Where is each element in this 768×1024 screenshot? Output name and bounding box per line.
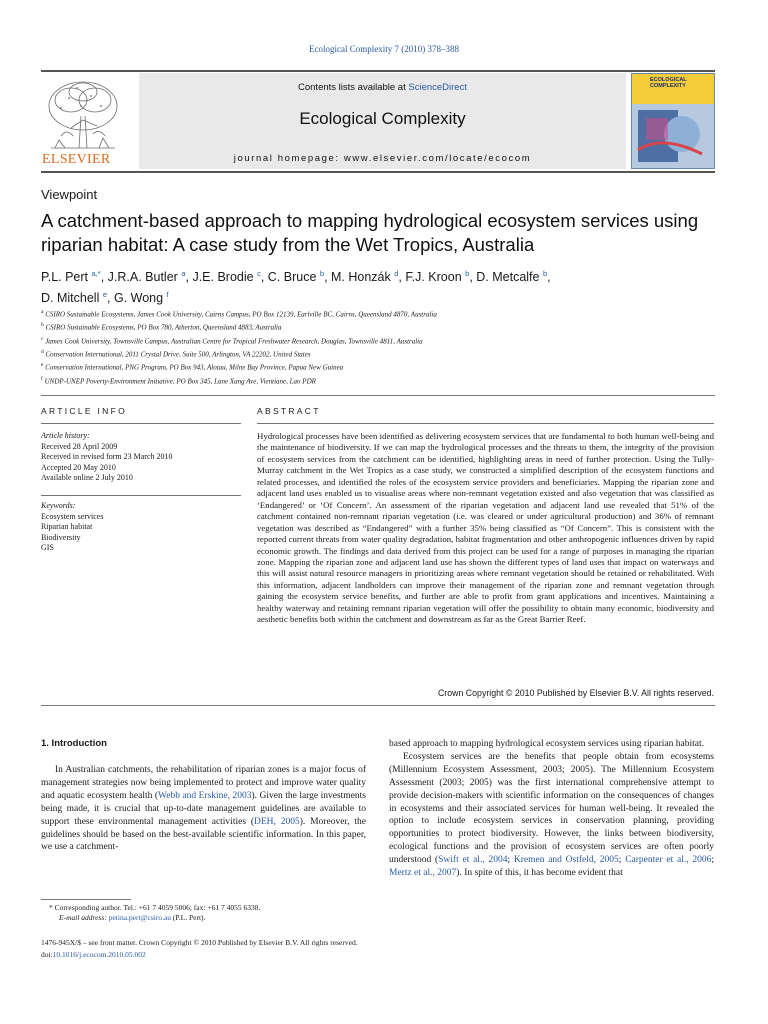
author-name[interactable]: F.J. Kroon xyxy=(405,270,462,285)
abstract-text: Hydrological processes have been identified as delivering ecosystem services that are fundamental to both human well-being and the maintenance of biodiversity. If we can map the hydrological processes and the threats to them, the integrity of the provision of ecosystem services from the catchment can be identified, highlighting areas in need of further protection. Using the Tully-Murray catchment in the Wet Tropics as a case study, we constructed a simplified description of the ecosystem functions and related processes, and identified the roles of the ecosystem service providers and beneficiaries. Mapping the riparian zone and adjacent land uses enabled us to visualise areas where non-remnant vegetation existed and also vegetation that was classified as ‘Endangered’ or ‘Of Concern’. An assessment of the riparian vegetation and adjacent land use revealed that 51% of the catchment contained non-remnant riparian vegetation (i.e. was cleared or under agricultural production) and 36% of remnant vegetation was described as “Endangered” with a further 35% being classified as “Of Concern”. This is consistent with the reported current threats from water quality degradation, habitat fragmentation and other anthropogenic influences driven by rapid economic growth. The findings and data derived from this project can be used for a range of purposes in managing the riparian zone. Mapping the riparian zone and adjacent land use has shown the different types of land uses that impact on waterways and this will assist natural resource managers in prioritizing areas where remnant vegetation should be retained or rehabilitated. With this information, adjacent landholders can improve their management of the riparian zone and remnant vegetation through gaining the ecosystem service benefits, and further are able to profit from grant applications and incentives. Maintaining a healthy waterway and retaining remnant riparian vegetation will offer the possibility to obtain many economic, biodiversity and aesthetic benefits both within the catchment and downstream as far as the Great Barrier Reef. xyxy=(257,431,714,625)
affiliation-item: $^d$ Conservation International, 2011 Crystal Drive, Suite 500, Arlington, VA 22202, United States xyxy=(41,348,311,359)
reference-link[interactable]: Kremen and Ostfeld, 2005 xyxy=(513,855,619,866)
affiliation-item: $^f$ UNDP-UNEP Poverty-Environment Initiative, PO Box 345, Lane Xang Ave, Vientiane, Lao PDR xyxy=(41,375,316,385)
author-email-link[interactable]: petina.pert@csiro.au xyxy=(108,913,172,922)
keyword: Biodiversity xyxy=(41,532,81,542)
affiliation-item: $^b$ CSIRO Sustainable Ecosystems, PO Box 780, Atherton, Queensland 4883, Australia xyxy=(41,322,282,332)
reference-link[interactable]: Swift et al., 2004 xyxy=(438,855,508,866)
contents-availability xyxy=(139,82,626,93)
keyword: Riparian habitat xyxy=(41,522,93,531)
journal-citation[interactable]: Ecological Complexity 7 (2010) 378–388 xyxy=(309,44,459,54)
affiliation-item: $^c$ James Cook University, Townsville Campus, Australian Centre for Tropical Freshwater Research, Douglas, Townsville 4811, Australia xyxy=(41,335,423,345)
author-name[interactable]: P.L. Pert xyxy=(41,270,89,285)
author-name[interactable]: D. Metcalfe xyxy=(476,270,540,285)
author-affiliation-mark[interactable]: a xyxy=(181,269,186,278)
corresponding-author-footnote: * Corresponding author. Tel.: +61 7 4059 5006; fax: +61 7 4055 6338. E-mail address: petina.pert@csiro.au (P.L. Pert). xyxy=(49,903,261,922)
affiliation-item: $^a$ CSIRO Sustainable Ecosystems, James Cook University, Cairns Campus, PO Box 12139, Earlville BC, Cairns, Queensland 4870, Australia xyxy=(41,309,437,319)
article-title: A catchment-based approach to mapping hydrological ecosystem services using riparian habitat: A case study from the Wet Tropics, Australia xyxy=(41,210,699,255)
issn-line: 1476-945X/$ – see front matter. Crown Copyright © 2010 Published by Elsevier B.V. All rights reserved. xyxy=(41,938,358,947)
reference-link[interactable]: Webb and Erskine, 2003 xyxy=(158,790,252,801)
author-affiliation-mark[interactable]: d xyxy=(394,269,399,278)
keyword: GIS xyxy=(41,543,54,552)
affiliation-item: $^e$ Conservation International, PNG Program, PO Box 943, Alotau, Milne Bay Province, Papua New Guinea xyxy=(41,362,344,372)
masthead-bottom-rule xyxy=(41,171,715,173)
reference-link[interactable]: DEH, 2005 xyxy=(254,816,300,827)
reference-link[interactable]: Carpenter et al., 2006 xyxy=(625,855,712,866)
article-info-rule xyxy=(41,423,241,424)
abstract-heading: ABSTRACT xyxy=(257,406,321,416)
abstract-copyright: Crown Copyright © 2010 Published by Elsevier B.V. All rights reserved. xyxy=(437,688,714,698)
author-affiliation-mark[interactable]: c xyxy=(257,269,261,278)
sciencedirect-link[interactable]: ScienceDirect xyxy=(408,82,467,93)
history-accepted: Accepted 20 May 2010 xyxy=(41,462,116,472)
elsevier-wordmark: ELSEVIER xyxy=(42,152,111,167)
contents-prefix: Contents lists available at xyxy=(298,82,409,93)
cover-artwork xyxy=(632,104,715,169)
keywords-divider xyxy=(41,495,241,496)
article-type: Viewpoint xyxy=(41,187,98,202)
journal-name: Ecological Complexity xyxy=(299,109,466,128)
author-name[interactable]: J.E. Brodie xyxy=(192,270,254,285)
author-name[interactable]: C. Bruce xyxy=(267,270,317,285)
article-info-heading: ARTICLE INFO xyxy=(41,406,128,416)
intro-paragraph-continued: based approach to mapping hydrological ecosystem services using riparian habitat. xyxy=(389,739,704,749)
author-affiliation-mark[interactable]: b xyxy=(542,269,548,278)
author-name[interactable]: G. Wong xyxy=(113,291,164,306)
masthead-center-panel xyxy=(139,73,626,169)
author-name[interactable]: M. Honzák xyxy=(331,270,391,285)
body-column-right xyxy=(389,738,714,880)
author-list: P.L. Pert $^{a,*}$, J.R.A. Butler $^a$, J.E. Brodie $^c$, C. Bruce $^b$, M. Honzák $^d$, F.J. Kroon $^b$, D. Metcalfe $^b$, D. Mitchell $^e$, G. Wong $^f$ xyxy=(41,269,551,306)
journal-masthead xyxy=(41,70,715,173)
keyword: Ecosystem services xyxy=(41,511,104,521)
article-history xyxy=(41,431,241,484)
body-column-left xyxy=(41,764,366,854)
journal-cover-thumbnail xyxy=(631,73,715,169)
cover-title: ECOLOGICAL COMPLEXITY xyxy=(650,77,687,89)
abstract-rule xyxy=(257,423,714,424)
history-received: Received 28 April 2009 xyxy=(41,441,118,451)
author-name[interactable]: D. Mitchell xyxy=(41,291,100,306)
doi-link[interactable]: 10.1016/j.ecocom.2010.05.002 xyxy=(52,950,146,959)
keywords xyxy=(41,501,241,554)
intro-paragraph: Ecosystem services are the benefits that people obtain from ecosystems (Millennium Ecosystem Assessment, 2003; 2005). The Millennium Ecosystem Assessment (2003; 2005) was the first international comprehensive attempt to provide decision-makers with scientific information on the consequences of changes in ecosystems and their associated services for human well-being. It revealed the option to include ecosystem services in conservation planning, providing opportunities to protect biodiversity. However, the links between biodiversity, ecological functions and the provision of ecosystem services are often poorly understood (Swift et al., 2004; Kremen and Ostfeld, 2005; Carpenter et al., 2006; Mertz et al., 2007). In spite of this, it has become evident that xyxy=(389,751,715,879)
affiliation-list xyxy=(41,307,731,387)
author-affiliation-mark[interactable]: e xyxy=(102,290,107,300)
author-affiliation-mark[interactable]: a,* xyxy=(91,269,101,278)
author-affiliation-mark[interactable]: b xyxy=(319,269,325,278)
author-affiliation-mark[interactable]: b xyxy=(465,269,470,278)
abstract-bottom-rule xyxy=(41,705,715,706)
footnote-rule xyxy=(41,899,131,900)
history-label: Article history: xyxy=(41,431,90,440)
header-divider xyxy=(41,395,715,396)
introduction-heading: 1. Introduction xyxy=(41,738,107,749)
page-footer: 1476-945X/$ – see front matter. Crown Copyright © 2010 Published by Elsevier B.V. All rights reserved. doi:10.1016/j.ecocom.2010.05.002 xyxy=(41,937,541,961)
journal-homepage[interactable]: journal homepage: www.elsevier.com/locate/ecocom xyxy=(233,153,532,164)
reference-link[interactable]: Mertz et al., 2007 xyxy=(389,868,457,879)
keywords-label: Keywords: xyxy=(41,501,76,510)
intro-paragraph: In Australian catchments, the rehabilitation of riparian zones is a major focus of management strategies now being implemented to protect and improve water quality and aquatic ecosystem health (Webb and Erskine, 2003). Given the large investments being made, it is crucial that up-to-date management guidelines are available to support these environmental management activities (DEH, 2005). Moreover, the guidelines should be based on the best-available scientific information. In this paper, we use a catchment- xyxy=(41,765,367,853)
author-name[interactable]: J.R.A. Butler xyxy=(107,270,178,285)
author-affiliation-mark[interactable]: f xyxy=(166,290,169,300)
history-online: Available online 2 July 2010 xyxy=(41,473,133,482)
masthead-top-rule xyxy=(41,70,715,72)
history-revised: Received in revised form 23 March 2010 xyxy=(41,452,173,461)
